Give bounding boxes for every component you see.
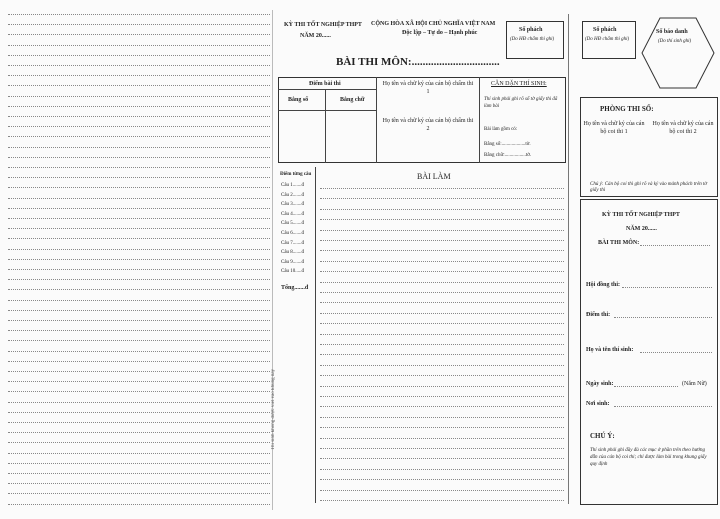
answer-line [320, 188, 564, 189]
score-item: Câu 8.......đ [281, 250, 305, 256]
candidate-council: Hội đồng thi: [586, 282, 621, 288]
ruled-line [8, 310, 270, 311]
candidate-birthplace: Nơi sinh: [586, 401, 610, 407]
grading-col-split [325, 89, 326, 163]
answer-line [320, 323, 564, 324]
score-item: Câu 6.......đ [281, 231, 305, 236]
ruled-line [8, 300, 270, 301]
ruled-line [8, 289, 270, 290]
grading-col-words: Bằng chữ [340, 97, 365, 103]
phach-note: (Do HĐ chấm thi ghi) [510, 37, 555, 42]
answer-line [320, 438, 564, 439]
score-item: Câu 9.......đ [281, 259, 305, 265]
answer-line [320, 458, 564, 459]
ruled-line [8, 14, 270, 15]
score-item: Câu 2.......đ [281, 192, 305, 198]
candidate-pages-label: Bài làm gồm có: [484, 127, 518, 132]
score-item: Câu 10.....đ [281, 269, 305, 275]
answer-title: BÀI LÀM [417, 172, 451, 181]
answer-line [320, 282, 564, 283]
grading-divider-1 [376, 77, 377, 163]
candidate-number-title: Số báo danh [656, 29, 688, 35]
ruled-line [8, 432, 270, 433]
candidate-site: Điểm thi: [586, 312, 611, 318]
ruled-line [8, 361, 270, 362]
answer-line [320, 292, 564, 293]
ruled-line [8, 402, 270, 403]
answer-line [320, 219, 564, 220]
ruled-line [8, 269, 270, 270]
answer-line [320, 479, 564, 480]
answer-line [320, 230, 564, 231]
ruled-line [8, 167, 270, 168]
answer-line [320, 209, 564, 210]
answer-line [320, 240, 564, 241]
grading-row-2 [278, 110, 376, 111]
room-title: PHÒNG THI SỐ: [600, 105, 654, 113]
score-column-border [315, 167, 316, 503]
score-item: Câu 4.......đ [281, 211, 305, 217]
ruled-line [8, 228, 270, 229]
ruled-line [8, 453, 270, 454]
grader2-label: Họ tên và chữ ký của cán bộ chấm thi 2 [382, 118, 474, 132]
ruled-line [8, 493, 270, 494]
ruled-line [8, 483, 270, 484]
answer-line [320, 448, 564, 449]
candidate-dob-suffix: (Năm Nữ) [682, 381, 707, 387]
answer-line [320, 375, 564, 376]
candidate-note-title: CĂN DẶN THÍ SINH: [491, 81, 547, 87]
ruled-line [8, 116, 270, 117]
ruled-line [8, 55, 270, 56]
answer-line [320, 302, 564, 303]
phach-title: Số phách [519, 27, 543, 33]
left-ruled-page [8, 14, 270, 504]
candidate-name: Họ và tên thí sinh: [586, 347, 634, 353]
answer-line [320, 386, 564, 387]
attention-title: CHÚ Ý: [590, 432, 615, 440]
answer-right-border [568, 14, 569, 504]
answer-line [320, 344, 564, 345]
ruled-line [8, 320, 270, 321]
exam-title: KỲ THI TỐT NGHIỆP THPT [284, 22, 362, 28]
score-item: Câu 7.......đ [281, 240, 305, 246]
ruled-line [8, 340, 270, 341]
ruled-line [8, 504, 270, 505]
ruled-line [8, 422, 270, 423]
ruled-line [8, 45, 270, 46]
score-total: Tổng.......đ [281, 285, 309, 291]
answer-line [320, 406, 564, 407]
candidate-subject-line [640, 245, 710, 246]
ruled-line [8, 330, 270, 331]
score-item: Câu 5.......đ [281, 221, 305, 227]
ruled-line [8, 279, 270, 280]
subject-title: BÀI THI MÔN:................................ [336, 56, 500, 68]
answer-line [320, 469, 564, 470]
grader1-label: Họ tên và chữ ký của cán bộ chấm thi 1 [382, 81, 474, 95]
ruled-line [8, 75, 270, 76]
ruled-line [8, 238, 270, 239]
candidate-number-hexagon [640, 16, 716, 90]
score-item: Câu 3.......đ [281, 202, 305, 208]
answer-line [320, 261, 564, 262]
ruled-line [8, 473, 270, 474]
answer-line [320, 334, 564, 335]
ruled-line [8, 442, 270, 443]
candidate-subject: BÀI THI MÔN: [598, 240, 640, 246]
score-item: Câu 1.......đ [281, 183, 305, 188]
candidate-exam-title: KỲ THI TỐT NGHIỆP THPT [602, 212, 680, 218]
ruled-line [8, 249, 270, 250]
candidate-note-text: Thí sinh phải ghi rõ số tờ giấy thi đã làm bài [484, 97, 558, 109]
candidate-birthplace-line [614, 406, 712, 407]
answer-line [320, 500, 564, 501]
ruled-line [8, 177, 270, 178]
answer-line [320, 396, 564, 397]
ruled-line [8, 412, 270, 413]
answer-line [320, 365, 564, 366]
room-note: Chú ý: Cán bộ coi thi ghi rõ và ký vào mảnh phách trên tờ giấy thi [590, 182, 708, 193]
proctor1-label: Họ tên và chữ ký của cán bộ coi thi 1 [583, 121, 645, 135]
answer-line [320, 490, 564, 491]
candidate-exam-year: NĂM 20...... [626, 226, 657, 232]
exam-year: NĂM 20...... [300, 33, 331, 39]
ruled-line [8, 96, 270, 97]
ruled-line [8, 391, 270, 392]
ruled-line [8, 463, 270, 464]
answer-line [320, 198, 564, 199]
candidate-dob-line [614, 386, 678, 387]
answer-line [320, 427, 564, 428]
country-motto: Độc lập – Tự do – Hạnh phúc [402, 30, 478, 36]
ruled-line [8, 106, 270, 107]
answer-line [320, 250, 564, 251]
right-phach-title: Số phách [593, 27, 617, 33]
ruled-line [8, 259, 270, 260]
candidate-council-line [622, 287, 712, 288]
ruled-line [8, 157, 270, 158]
country-name: CỘNG HÒA XÃ HỘI CHỦ NGHĨA VIỆT NAM [371, 21, 496, 27]
ruled-line [8, 351, 270, 352]
candidate-dob: Ngày sinh: [586, 381, 614, 387]
candidate-pages-number: Bằng số:...................tờ. [484, 142, 531, 147]
candidate-pages-words: Bằng chữ:.................tờ. [484, 153, 532, 158]
answer-line [320, 271, 564, 272]
ruled-line [8, 208, 270, 209]
ruled-line [8, 24, 270, 25]
ruled-line [8, 371, 270, 372]
grading-divider-2 [479, 77, 480, 163]
candidate-name-line [640, 352, 712, 353]
ruled-line [8, 65, 270, 66]
attention-text: Thí sinh phải ghi đầy đủ các mục ở phần trên theo hướng dẫn của cán bộ coi thi; chỉ được làm bài trong khung giấy quy định [590, 448, 707, 467]
ruled-line [8, 126, 270, 127]
ruled-line [8, 85, 270, 86]
ruled-line [8, 218, 270, 219]
right-phach-note: (Do HĐ chấm thi ghi) [585, 37, 630, 42]
candidate-site-line [614, 317, 712, 318]
ruled-line [8, 187, 270, 188]
right-phach-box [582, 21, 636, 59]
ruled-line [8, 136, 270, 137]
ruled-line [8, 34, 270, 35]
margin-note: Thí sinh không được viết vào khung này [271, 368, 276, 450]
ruled-line [8, 147, 270, 148]
proctor2-label: Họ tên và chữ ký của cán bộ coi thi 2 [652, 121, 714, 135]
ruled-line [8, 381, 270, 382]
answer-line [320, 354, 564, 355]
answer-line [320, 313, 564, 314]
phach-box [506, 21, 564, 59]
answer-line [320, 417, 564, 418]
candidate-number-note: (Do thí sinh ghi) [658, 39, 692, 44]
grading-row-1 [278, 89, 376, 90]
grading-header: Điểm bài thi [309, 81, 341, 87]
score-column-title: Điểm từng câu [280, 172, 312, 177]
grading-col-number: Bằng số [288, 97, 309, 103]
ruled-line [8, 198, 270, 199]
